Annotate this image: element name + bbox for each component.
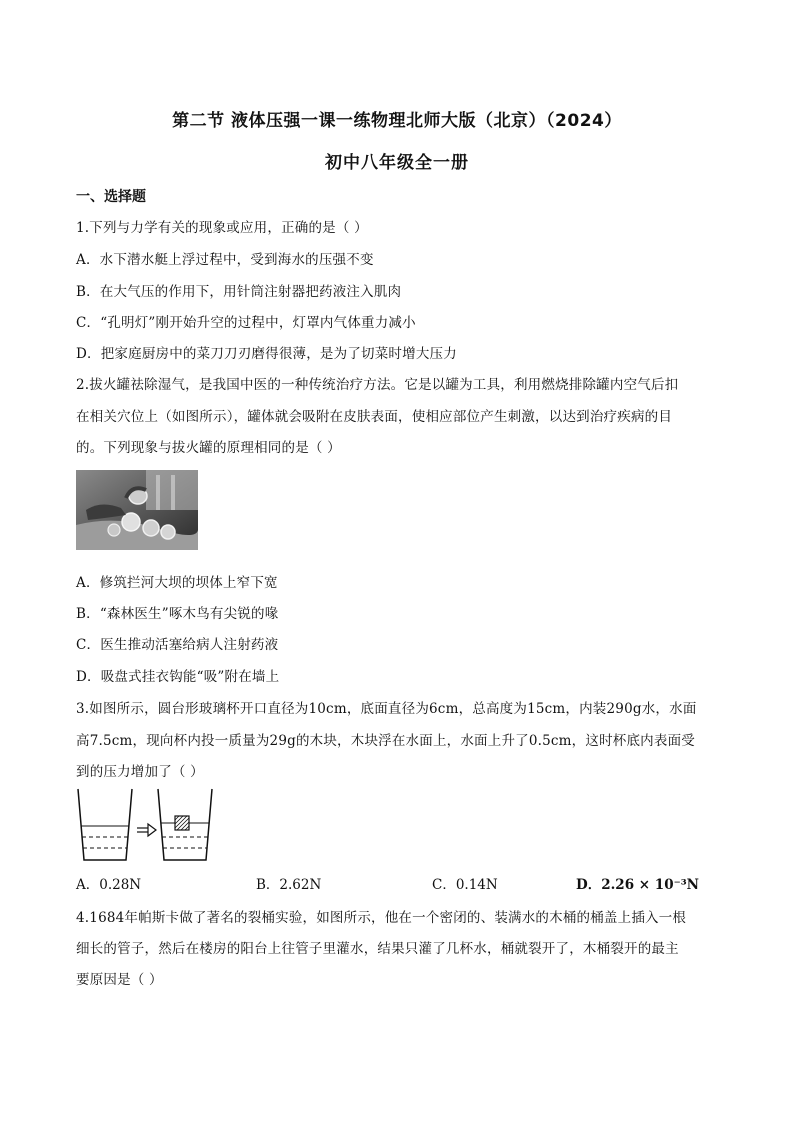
question-1-option-a: A．水下潜水艇上浮过程中，受到海水的压强不变 xyxy=(76,252,374,268)
question-3-stem-line: 高7.5cm，现向杯内投一质量为29g的木块，木块浮在水面上，水面上升了0.5cm，这时杯底内表面受 xyxy=(76,733,695,749)
question-2-option-d: D．吸盘式挂衣钩能“吸”附在墙上 xyxy=(76,669,280,685)
question-3-option-b: B．2.62N xyxy=(256,877,322,893)
question-2-stem-line: 的。下列现象与拔火罐的原理相同的是（ ） xyxy=(76,440,341,456)
question-1-stem: 1.下列与力学有关的现象或应用，正确的是（ ） xyxy=(76,220,368,236)
cup-diagram xyxy=(76,786,216,866)
section-heading: 一、选择题 xyxy=(76,189,146,205)
question-4-stem-line: 要原因是（ ） xyxy=(76,972,163,988)
document-subtitle: 初中八年级全一册 xyxy=(325,153,469,173)
question-2-stem-line: 在相关穴位上（如图所示），罐体就会吸附在皮肤表面，使相应部位产生刺激，以达到治疗疾病的目 xyxy=(76,409,673,425)
question-1-option-b: B．在大气压的作用下，用针筒注射器把药液注入肌肉 xyxy=(76,284,402,300)
cupping-therapy-photo xyxy=(76,470,198,550)
question-3-option-a: A．0.28N xyxy=(76,877,142,893)
question-3-stem-line: 到的压力增加了（ ） xyxy=(76,764,204,780)
question-3-option-c: C．0.14N xyxy=(432,877,498,893)
question-2-option-b: B．“森林医生”啄木鸟有尖锐的喙 xyxy=(76,606,279,622)
document-title: 第二节 液体压强一课一练物理北师大版（北京）（2024） xyxy=(172,111,622,131)
question-4-stem-line: 4.1684年帕斯卡做了著名的裂桶实验，如图所示，他在一个密闭的、装满水的木桶的桶盖上插入一根 xyxy=(76,910,687,926)
question-3-stem-line: 3.如图所示，圆台形玻璃杯开口直径为10cm，底面直径为6cm，总高度为15cm，内装290g水，水面 xyxy=(76,701,697,717)
question-3-option-d: D．2.26 × 10⁻³N xyxy=(576,877,699,893)
question-2-option-a: A．修筑拦河大坝的坝体上窄下宽 xyxy=(76,575,278,591)
question-1-option-c: C．“孔明灯”刚开始升空的过程中，灯罩内气体重力减小 xyxy=(76,315,416,331)
question-2-option-c: C．医生推动活塞给病人注射药液 xyxy=(76,637,279,653)
question-1-option-d: D．把家庭厨房中的菜刀刀刃磨得很薄，是为了切菜时增大压力 xyxy=(76,346,457,362)
question-4-stem-line: 细长的管子，然后在楼房的阳台上往管子里灌水，结果只灌了几杯水，桶就裂开了，木桶裂开的最主 xyxy=(76,941,679,957)
question-2-stem-line: 2.拔火罐祛除湿气，是我国中医的一种传统治疗方法。它是以罐为工具，利用燃烧排除罐内空气后扣 xyxy=(76,377,679,393)
